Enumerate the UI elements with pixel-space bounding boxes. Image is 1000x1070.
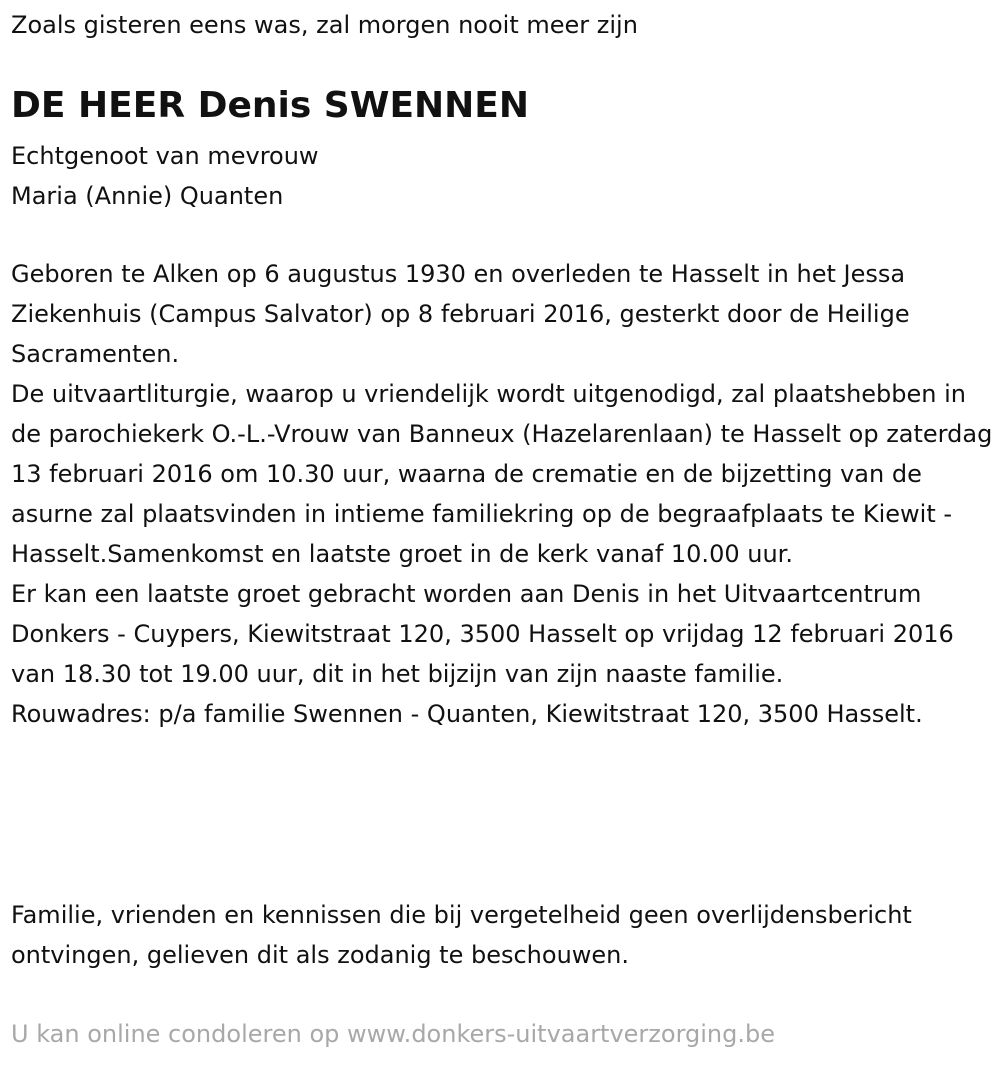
- condolence-link[interactable]: www.donkers-uitvaartverzorging.be: [347, 1020, 776, 1048]
- mourning-address-paragraph: Rouwadres: p/a familie Swennen - Quanten, Kiewitstraat 120, 3500 Hasselt.: [11, 700, 923, 728]
- condolence-prefix: U kan online condoleren op: [11, 1020, 347, 1048]
- notice-body: [11, 254, 993, 734]
- spouse-line-1: Echtgenoot van mevrouw: [11, 142, 319, 170]
- farewell-paragraph: Er kan een laatste groet gebracht worden aan Denis in het Uitvaartcentrum Donkers - Cuypers, Kiewitstraat 120, 3500 Hasselt op vrijdag 12 februari 2016 van 18.30 tot 19.00 uur, dit in het bijzijn van zijn naaste familie.: [11, 580, 954, 688]
- quote: Zoals gisteren eens was, zal morgen nooit meer zijn: [11, 11, 638, 39]
- family-note-text: Familie, vrienden en kennissen die bij vergetelheid geen overlijdensbericht ontvingen, gelieven dit als zodanig te beschouwen.: [11, 901, 912, 969]
- spouse-info: [11, 136, 319, 216]
- spouse-line-2: Maria (Annie) Quanten: [11, 182, 284, 210]
- condolence-line: [11, 1014, 775, 1054]
- funeral-paragraph: De uitvaartliturgie, waarop u vriendelijk wordt uitgenodigd, zal plaatshebben in de parochiekerk O.-L.-Vrouw van Banneux (Hazelarenlaan) te Hasselt op zaterdag 13 februari 2016 om 10.30 uur, waarna de crematie en de bijzetting van de asurne zal plaatsvinden in intieme familiekring op de begraafplaats te Kiewit - Hasselt.Samenkomst en laatste groet in de kerk vanaf 10.00 uur.: [11, 380, 993, 568]
- family-note: [11, 895, 993, 975]
- birth-death-paragraph: Geboren te Alken op 6 augustus 1930 en overleden te Hasselt in het Jessa Ziekenhuis (Campus Salvator) op 8 februari 2016, gesterkt door de Heilige Sacramenten.: [11, 260, 910, 368]
- deceased-name: DE HEER Denis SWENNEN: [11, 85, 530, 126]
